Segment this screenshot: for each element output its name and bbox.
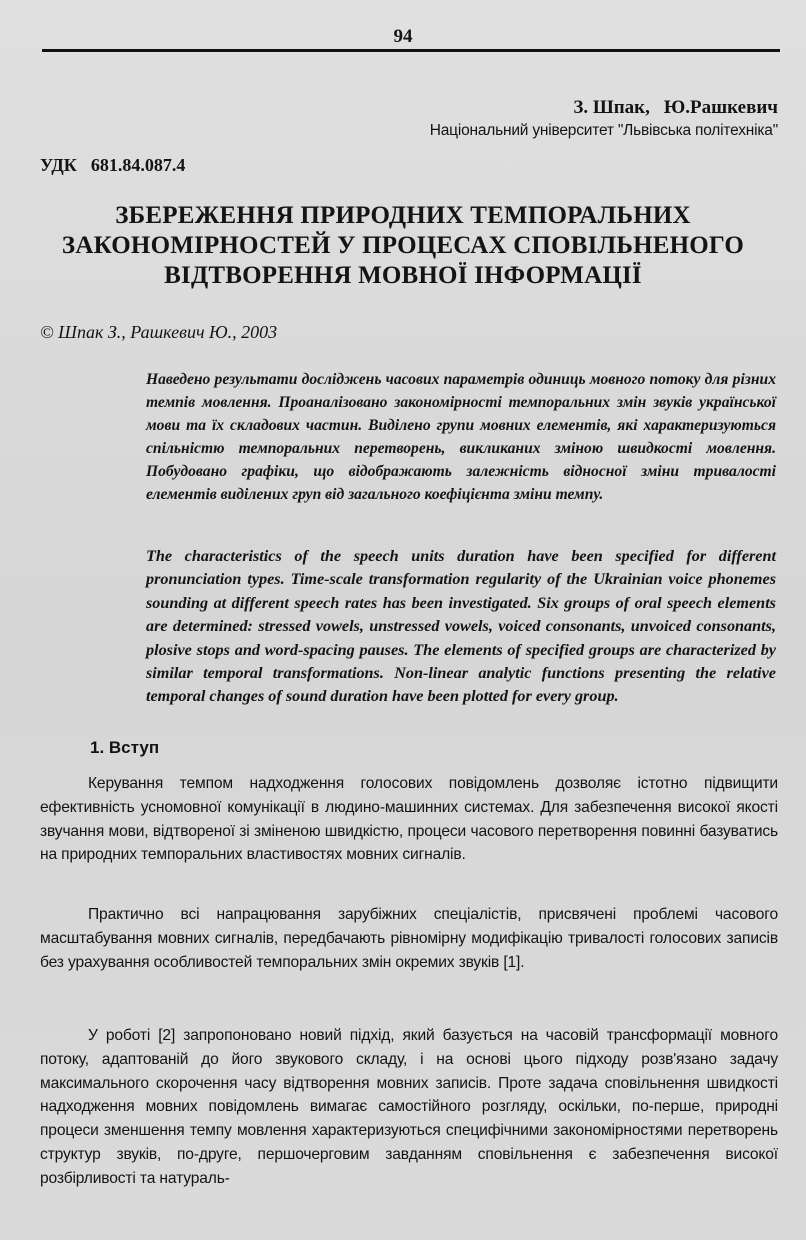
body-paragraph: Керування темпом надходження голосових повідомлень дозволяє істотно підвищити ефективність усномовної комунікації в людино-машинних системах. Для забезпечення високої якості звучання мови, відтвореної зі зміненою швидкістю, процеси часового перетворення повинні базуватись на природних темпоральних властивостях мовних сигналів.: [40, 775, 778, 864]
copyright-line: © Шпак З., Рашкевич Ю., 2003: [40, 322, 278, 342]
udc-code: [40, 155, 185, 176]
author-names: [573, 97, 778, 119]
title-line: ВІДТВОРЕННЯ МОВНОЇ ІНФОРМАЦІЇ: [164, 262, 642, 289]
author-first: З. Шпак,: [573, 97, 650, 118]
body-paragraph: У роботі [2] запропоновано новий підхід, який базується на часовій трансформації мовного потоку, адаптованій до його звукового складу, і на основі цього підходу розв'язано задачу максимального скорочення часу відтворення мовних записів. Проте задача сповільнення швидкості надходження мовних повідомлень вимагає самостійного розгляду, оскільки, по-перше, природні процеси зменшення темпу мовлення характеризуються специфічними закономірностями перетворень структур звуків, по-друге, першочерговим завданням сповільнення є забезпечення високої розбірливості та натураль-: [40, 1027, 778, 1187]
header-rule: [42, 49, 780, 52]
author-second: Ю.Рашкевич: [663, 97, 778, 118]
body-paragraph: Практично всі напрацювання зарубіжних спеціалістів, присвячені проблемі часового масштабування мовних сигналів, передбачають рівномірну модифікацію тривалості голосових записів без урахування особливостей темпоральних змін окремих звуків [1].: [40, 906, 778, 971]
section-heading: 1. Вступ: [90, 738, 160, 757]
udc-number: 681.84.087.4: [90, 155, 186, 175]
title-line: ЗБЕРЕЖЕННЯ ПРИРОДНИХ ТЕМПОРАЛЬНИХ: [115, 202, 691, 229]
paper-title: [30, 201, 776, 291]
page-number: 94: [393, 26, 413, 47]
abstract-english: The characteristics of the speech units duration have been specified for different pronunciation types. Time-scale transformation regularity of the Ukrainian voice phonemes sounding at different speech rates has been investigated. Six groups of oral speech elements are determined: stressed vowels, unstressed vowels, voiced consonants, unvoiced consonants, plosive stops and word-spacing pauses. The elements of specified groups are characterized by similar temporal transformations. Non-linear analytic functions presenting the relative temporal changes of sound duration have been plotted for every group.: [146, 547, 776, 706]
udc-label: УДК: [40, 155, 77, 175]
title-line: ЗАКОНОМІРНОСТЕЙ У ПРОЦЕСАХ СПОВІЛЬНЕНОГО: [61, 232, 745, 259]
abstract-ukrainian: Наведено результати досліджень часових параметрів одиниць мовного потоку для різних темпів мовлення. Проаналізовано закономірності темпоральних змін звуків української мови та їх складових частин. Виділено групи мовних елементів, які характеризуються спільністю темпоральних перетворень, викликаних зміною швидкості мовлення. Побудовано графіки, що відображають залежність відносної зміни тривалості елементів виділених груп від загального коефіцієнта зміни темпу.: [146, 371, 776, 503]
author-affiliation: Національний університет "Львівська політехніка": [429, 122, 778, 139]
